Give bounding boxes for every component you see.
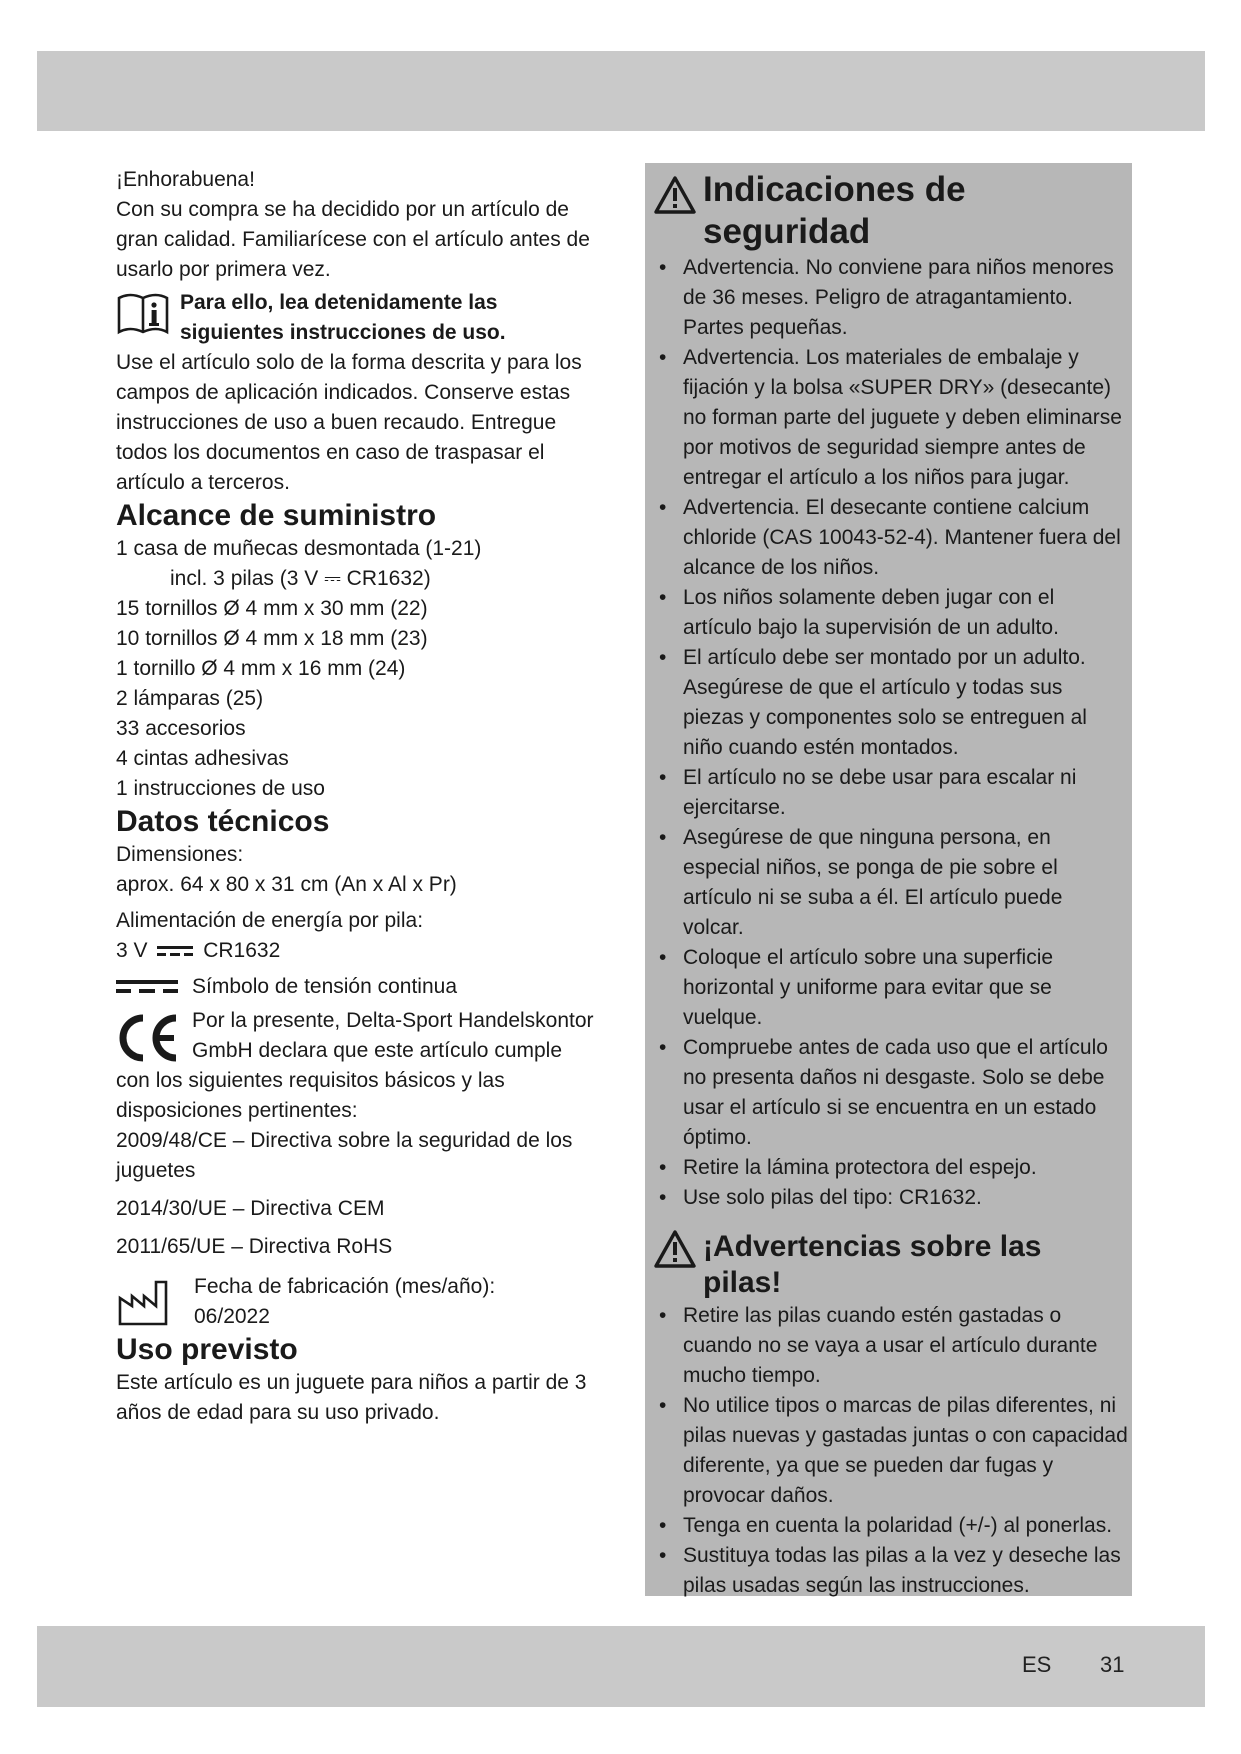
list-item: • Sustituya todas las pilas a la vez y deseche las pilas usadas según las instrucciones.: [653, 1541, 1128, 1601]
supply-title: Alcance de suministro: [116, 499, 437, 532]
list-item: • El artículo no se debe usar para escalar ni ejercitarse.: [653, 763, 1128, 823]
ce-declaration: [116, 1006, 596, 1126]
left-column: [116, 165, 596, 1428]
list-item: • Coloque el artículo sobre una superficie horizontal y uniforme para evitar que se vuelque.: [653, 943, 1128, 1033]
usage-text: Use el artículo solo de la forma descrita y para los campos de aplicación indicados. Conserve estas instrucciones de uso a buen recaudo. Entregue todos los documentos en caso de traspasar el artículo a terceros.: [116, 351, 582, 494]
list-item: • Asegúrese de que ninguna persona, en especial niños, se ponga de pie sobre el artículo ni se suba a él. El artículo puede volcar.: [653, 823, 1128, 943]
tech-title: Datos técnicos: [116, 805, 330, 838]
supply-list: [116, 534, 596, 804]
battery-title: ¡Advertencias sobre las pilas!: [703, 1230, 1042, 1299]
book-info-icon: [116, 290, 170, 338]
ce-text: Por la presente, Delta-Sport Handelskontor GmbH declara que este artículo cumple con los siguientes requisitos básicos y las disposiciones pertinentes:: [116, 1009, 594, 1122]
greeting: ¡Enhorabuena!: [116, 168, 255, 191]
manufacture-date-value: 06/2022: [194, 1305, 270, 1328]
safety-list: [653, 253, 1128, 1213]
list-item: 1 instrucciones de uso: [116, 777, 325, 800]
dc-voltage-icon: [157, 945, 193, 957]
safety-title: Indicaciones de seguridad: [703, 170, 966, 251]
dimensions-label: Dimensiones:: [116, 843, 244, 866]
ce-mark-icon: [116, 1012, 180, 1064]
list-item: • Los niños solamente deben jugar con el artículo bajo la supervisión de un adulto.: [653, 583, 1128, 643]
header-band: [37, 51, 1205, 131]
page-number: 31: [1100, 1652, 1125, 1677]
intended-use-title: Uso previsto: [116, 1333, 298, 1366]
list-item: • Advertencia. No conviene para niños menores de 36 meses. Peligro de atragantamiento. Partes pequeñas.: [653, 253, 1128, 343]
safety-heading: [653, 169, 1128, 253]
list-item: • El artículo debe ser montado por un adulto. Asegúrese de que el artículo y todas sus piezas y componentes solo se entreguen al niño cuando estén montados.: [653, 643, 1128, 763]
footer-band: [37, 1626, 1205, 1707]
list-item: 1 casa de muñecas desmontada (1-21): [116, 537, 482, 560]
warning-icon: [653, 1229, 697, 1269]
safety-panel: [645, 163, 1132, 1596]
manufacture-date-label: Fecha de fabricación (mes/año):: [194, 1275, 496, 1298]
directive-rohs: 2011/65/UE – Directiva RoHS: [116, 1235, 393, 1258]
list-item: 10 tornillos Ø 4 mm x 18 mm (23): [116, 627, 428, 650]
directive-toys: 2009/48/CE – Directiva sobre la seguridad de los juguetes: [116, 1129, 573, 1182]
list-item: • Tenga en cuenta la polaridad (+/-) al ponerlas.: [653, 1511, 1128, 1541]
intro-text: Con su compra se ha decidido por un artículo de gran calidad. Familiarícese con el artículo antes de usarlo por primera vez.: [116, 198, 590, 281]
power-battery-type: CR1632: [203, 939, 281, 962]
dc-symbol-row: [116, 972, 596, 1002]
intended-use-text: Este artículo es un juguete para niños a partir de 3 años de edad para su uso privado.: [116, 1371, 587, 1424]
manufacture-date-row: [116, 1272, 596, 1332]
power-value: [116, 936, 596, 966]
list-item: incl. 3 pilas (3 V ⎓ CR1632): [170, 567, 431, 590]
factory-icon: [116, 1278, 172, 1328]
list-item: • Retire la lámina protectora del espejo.: [653, 1153, 1128, 1183]
language-code: ES: [1022, 1652, 1052, 1677]
list-item: • Retire las pilas cuando estén gastadas o cuando no se vaya a usar el artículo durante mucho tiempo.: [653, 1301, 1128, 1391]
list-item: • Advertencia. Los materiales de embalaje y fijación y la bolsa «SUPER DRY» (desecante) no forman parte del juguete y deben eliminarse por motivos de seguridad siempre antes de entregar el artículo a los niños para jugar.: [653, 343, 1128, 493]
dimensions-value: aprox. 64 x 80 x 31 cm (An x Al x Pr): [116, 873, 457, 896]
list-item: 1 tornillo Ø 4 mm x 16 mm (24): [116, 657, 406, 680]
power-voltage: 3 V: [116, 939, 148, 962]
dc-symbol-icon: [116, 980, 178, 994]
list-item: 4 cintas adhesivas: [116, 747, 289, 770]
battery-heading: [653, 1229, 1128, 1301]
list-item: 33 accesorios: [116, 717, 246, 740]
note-text: Para ello, lea detenidamente las siguientes instrucciones de uso.: [180, 291, 506, 344]
warning-icon: [653, 175, 697, 215]
dc-symbol-text: Símbolo de tensión continua: [192, 975, 458, 998]
list-item: 2 lámparas (25): [116, 687, 264, 710]
list-item: • No utilice tipos o marcas de pilas diferentes, ni pilas nuevas y gastadas juntas o con capacidad diferente, ya que se pueden dar fugas y provocar daños.: [653, 1391, 1128, 1511]
list-item: • Use solo pilas del tipo: CR1632.: [653, 1183, 1128, 1213]
power-label: Alimentación de energía por pila:: [116, 909, 424, 932]
list-item: • Compruebe antes de cada uso que el artículo no presenta daños ni desgaste. Solo se debe usar el artículo si se encuentra en un estado óptimo.: [653, 1033, 1128, 1153]
list-item: 15 tornillos Ø 4 mm x 30 mm (22): [116, 597, 428, 620]
read-instructions-note: [116, 288, 596, 348]
list-item: • Advertencia. El desecante contiene calcium chloride (CAS 10043-52-4). Mantener fuera del alcance de los niños.: [653, 493, 1128, 583]
manufacture-date: [194, 1272, 495, 1332]
directive-emc: 2014/30/UE – Directiva CEM: [116, 1197, 385, 1220]
battery-list: [653, 1301, 1128, 1601]
